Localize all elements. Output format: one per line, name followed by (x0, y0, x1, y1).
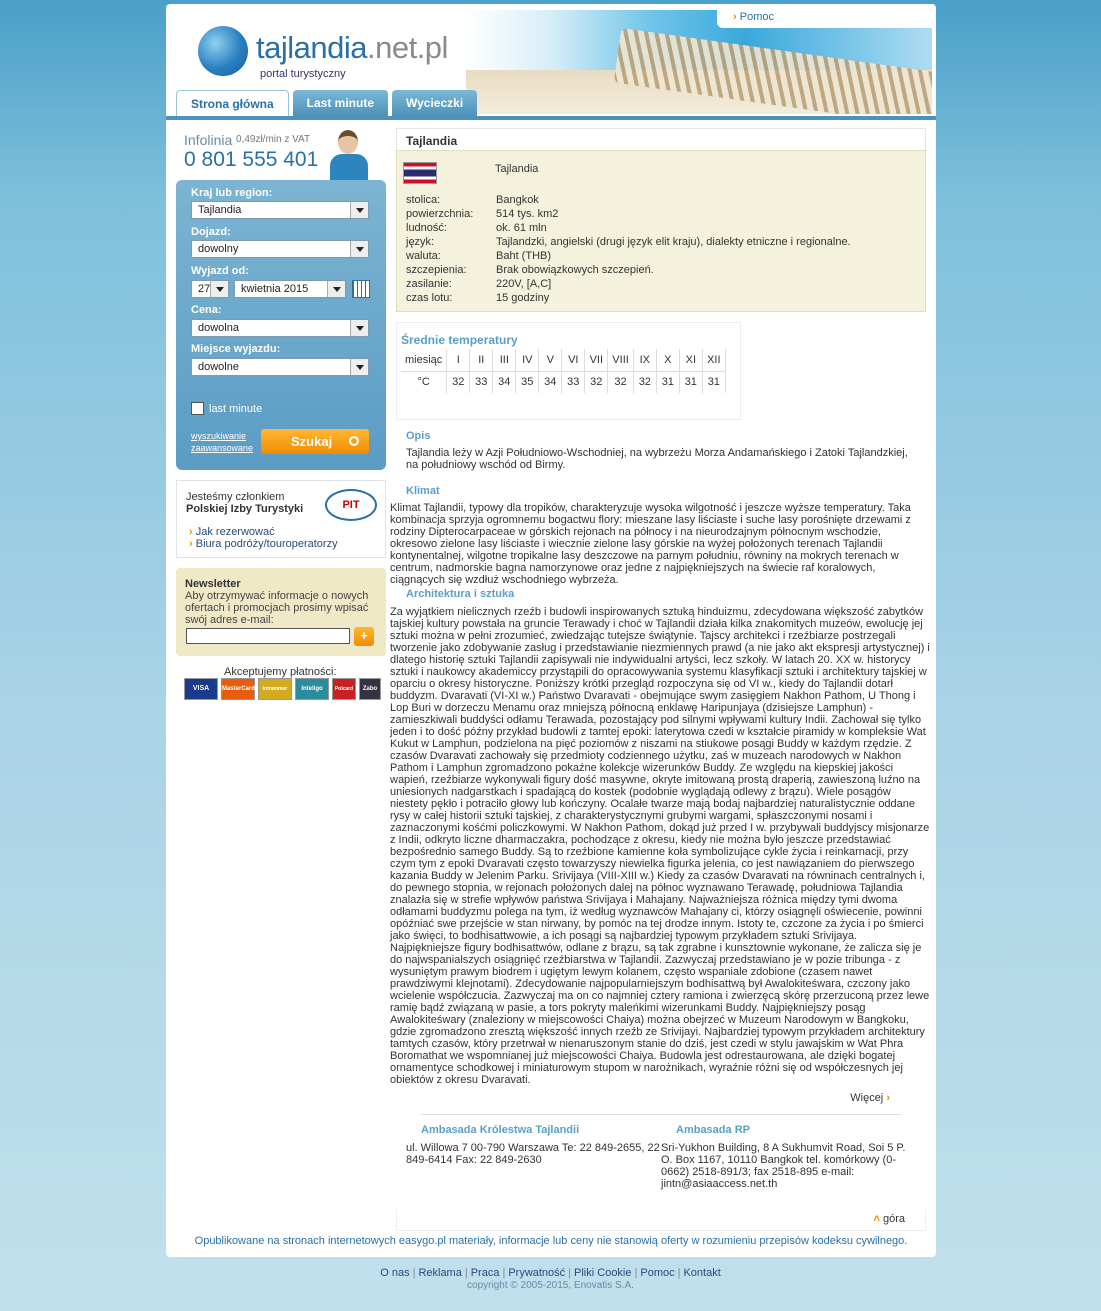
embassy-thailand-title: Ambasada Królestwa Tajlandii (421, 1124, 580, 1136)
membership-box (176, 480, 386, 558)
hotline-agent-image (328, 128, 372, 180)
day-value: 27 (198, 283, 211, 295)
table-cell: 31 (679, 371, 702, 393)
table-cell: 32 (585, 371, 608, 393)
table-cell: 31 (702, 371, 725, 393)
table-cell: VI (562, 349, 585, 371)
country-info-box (396, 150, 926, 312)
table-cell: 32 (608, 371, 634, 393)
fact-key: ludność: (406, 222, 447, 234)
footer-link-privacy[interactable]: Prywatność (508, 1267, 566, 1279)
fact-row (406, 249, 851, 263)
disclaimer: Opublikowane na stronach internetowych easygo.pl materiały, informacje lub ceny nie stanowią oferty w rozumieniu przepisów kodeksu cywilnego. (194, 1235, 908, 1247)
intrammer-logo: Intrammer (258, 678, 292, 700)
departure-label: Wyjazd od: (191, 265, 249, 277)
climate-text: Klimat Tajlandii, typowy dla tropików, charakteryzuje wysoka wilgotność i jeszcze wyższe temperatury. Taka kombinacja sprzyja ogromnemu bogactwu flory: mieszane lasy liściaste i suche lasy porośnięte drzewami z rodziny Dipterocarpaceae w górskich rejonach na północy i na nieurodzajnym północnym wschodzie, okresowo zielone lasy liściaste i wiecznie zielone lasy górskie na wyżej położonych terenach Tajlandii kontynentalnej, wilgotne tropikalne lasy deszczowe na parnym południu, równiny na mokrych terenach w centrum, nadmorskie bagna namorzynowe oraz jedne z najpiękniejszych na świecie raf koralowych, ciągnących się wzdłuż wschodniego wybrzeża. (390, 502, 911, 586)
payments-label: Akceptujemy płatności: (224, 666, 337, 678)
table-cell: III (493, 349, 516, 371)
chevron-down-icon (350, 202, 368, 218)
tab-trips[interactable]: Wycieczki (392, 90, 477, 116)
region-select[interactable] (191, 201, 369, 219)
more-link[interactable]: Więcej › (396, 1092, 890, 1104)
back-to-top-link[interactable]: ˄ góra (873, 1213, 905, 1225)
logo-suffix: .net.pl (366, 30, 448, 65)
last-minute-checkbox[interactable] (191, 402, 204, 415)
place-label: Miejsce wyjazdu: (191, 343, 281, 355)
month-select[interactable] (234, 280, 346, 298)
region-label: Kraj lub region: (191, 187, 273, 199)
polcard-logo: Polcard (332, 678, 356, 700)
table-cell: 32 (633, 371, 656, 393)
fact-value: 514 tys. km2 (496, 208, 559, 220)
price-label: Cena: (191, 304, 222, 316)
site-logo[interactable] (198, 26, 458, 86)
calendar-icon[interactable] (352, 280, 370, 298)
fact-row (406, 193, 851, 207)
fact-key: zasilanie: (406, 278, 452, 290)
description-text: Tajlandia leży w Azji Południowo-Wschodniej, na wybrzeżu Morza Andamańskiego i Zatoki Tajlandzkiej, na południowy wschód od Birmy. (406, 447, 908, 471)
main-tabs (176, 90, 477, 116)
travel-agencies-link[interactable]: › Biura podróży/touroperatorzy (189, 538, 338, 550)
copyright: copyright © 2005-2015, Enovatis S.A. (467, 1280, 634, 1291)
newsletter-submit-button[interactable]: + (354, 627, 374, 646)
divider (421, 1114, 901, 1115)
transport-value: dowolny (198, 243, 239, 255)
zabo-logo: Zabo (359, 678, 381, 700)
fact-row (406, 207, 851, 221)
table-cell: 33 (562, 371, 585, 393)
thailand-flag-icon (403, 162, 437, 184)
table-cell: IX (633, 349, 656, 371)
advanced-search-link[interactable]: wyszukiwanie zaawansowane (191, 431, 254, 453)
table-cell: 33 (470, 371, 493, 393)
table-cell: XII (702, 349, 725, 371)
country-name: Tajlandia (495, 163, 539, 175)
table-cell: 32 (447, 371, 470, 393)
newsletter-email-input[interactable] (186, 628, 350, 644)
fact-value: 15 godziny (496, 292, 550, 304)
description-title: Opis (406, 430, 431, 442)
transport-label: Dojazd: (191, 226, 231, 238)
embassy-poland-title: Ambasada RP (676, 1124, 750, 1136)
temperature-box (396, 322, 741, 420)
footer-link-help[interactable]: Pomoc (640, 1267, 675, 1279)
fact-key: szczepienia: (406, 264, 467, 276)
pit-logo[interactable]: PIT (325, 489, 377, 521)
fact-value: Brak obowiązkowych szczepień. (496, 264, 654, 276)
hotline-phone: 0 801 555 401 (184, 148, 319, 171)
fact-key: powierzchnia: (406, 208, 474, 220)
footer-link-contact[interactable]: Kontakt (683, 1267, 721, 1279)
footer-link-ads[interactable]: Reklama (418, 1267, 462, 1279)
place-value: dowolne (198, 361, 239, 373)
page-title: Tajlandia (396, 128, 926, 150)
footer-link-about[interactable]: O nas (380, 1267, 410, 1279)
table-cell: X (656, 349, 679, 371)
hotline-box (176, 128, 386, 180)
newsletter-title: Newsletter (185, 578, 241, 590)
table-cell: I (447, 349, 470, 371)
day-select[interactable] (191, 280, 229, 298)
chevron-down-icon (350, 359, 368, 375)
inteligo-logo: Inteligo (295, 678, 329, 700)
search-button[interactable] (261, 429, 369, 454)
newsletter-text: Aby otrzymywać informacje o nowych ofertach i promocjach prosimy wpisać swój adres e-mail: (185, 590, 369, 626)
table-cell: 35 (516, 371, 539, 393)
table-cell: miesiąc (401, 349, 447, 371)
page-container (166, 4, 936, 1257)
fact-row (406, 291, 851, 305)
table-row (401, 349, 725, 371)
hotline-price: 0,49zł/min z VAT (236, 134, 311, 145)
mastercard-logo: MasterCard (221, 678, 255, 700)
table-cell: IV (516, 349, 539, 371)
visa-logo: VISA (184, 678, 218, 700)
table-cell: 34 (493, 371, 516, 393)
chevron-down-icon (350, 241, 368, 257)
fact-key: stolica: (406, 194, 441, 206)
logo-main: tajlandia (256, 30, 367, 65)
search-icon (349, 436, 359, 446)
hotline-label: Infolinia (184, 132, 233, 148)
fact-row (406, 263, 851, 277)
table-cell: II (470, 349, 493, 371)
last-minute-label: last minute (209, 403, 263, 415)
embassy-thailand-text: ul. Willowa 7 00-790 Warszawa Te: 22 849-2655, 22 849-6414 Fax: 22 849-2630 (406, 1142, 660, 1166)
table-cell: V (539, 349, 562, 371)
transport-select[interactable] (191, 240, 369, 258)
header-divider (166, 116, 936, 120)
fact-value: Baht (THB) (496, 250, 552, 262)
fact-value: 220V, [A,C] (496, 278, 552, 290)
footer-link-cookies[interactable]: Pliki Cookie (574, 1267, 632, 1279)
table-cell: XI (679, 349, 702, 371)
payment-cards (184, 678, 381, 700)
region-value: Tajlandia (198, 204, 242, 216)
temperature-table (401, 349, 726, 393)
embassy-poland-text: Sri-Yukhon Building, 8 A Sukhumvit Road, Soi 5 P. O. Box 1167, 10110 Bangkok tel. komórkowy (0-0662) 2518-891/3; fax 2518-895 e-mail: jintn@asiaaccess.net.th (661, 1142, 906, 1190)
membership-line1: Jesteśmy członkiem (186, 491, 285, 503)
logo-text (256, 30, 448, 66)
table-cell: 34 (539, 371, 562, 393)
footer-link-jobs[interactable]: Praca (470, 1267, 500, 1279)
table-cell: VII (585, 349, 608, 371)
fact-key: waluta: (406, 250, 441, 262)
fact-row (406, 235, 851, 249)
footer-links: O nas | Reklama | Praca | Prywatność | Pliki Cookie | Pomoc | Kontakt (380, 1267, 721, 1279)
chevron-down-icon (350, 320, 368, 336)
search-button-label: Szukaj (291, 434, 333, 449)
fact-key: język: (406, 236, 435, 248)
newsletter-box (176, 568, 386, 656)
fact-value: Bangkok (496, 194, 539, 206)
fact-row (406, 277, 851, 291)
architecture-title: Architektura i sztuka (406, 588, 515, 600)
chevron-down-icon (210, 281, 228, 297)
temperature-title: Średnie temperatury (401, 333, 518, 347)
fact-row (406, 221, 851, 235)
country-facts (406, 193, 851, 305)
globe-icon (198, 26, 248, 76)
tab-home[interactable]: Strona główna (176, 90, 289, 116)
table-cell: 31 (656, 371, 679, 393)
sidebar (176, 128, 386, 710)
chevron-down-icon (327, 281, 345, 297)
embassies-box (396, 1108, 926, 1208)
logo-subtitle: portal turystyczny (260, 68, 346, 80)
how-to-book-link[interactable]: › Jak rezerwować (189, 526, 275, 538)
fact-value: Tajlandzki, angielski (drugi język elit kraju), dialekty etniczne i regionalne. (496, 236, 851, 248)
month-value: kwietnia 2015 (241, 283, 309, 295)
climate-title: Klimat (406, 485, 440, 497)
help-link[interactable]: › Pomoc (733, 11, 774, 23)
top-link-box (396, 1209, 926, 1231)
place-select[interactable] (191, 358, 369, 376)
table-cell: °C (401, 371, 447, 393)
table-row (401, 371, 725, 393)
price-select[interactable] (191, 319, 369, 337)
table-cell: VIII (608, 349, 634, 371)
payments-box (176, 666, 386, 710)
help-tab (717, 4, 932, 28)
tab-last-minute[interactable]: Last minute (293, 90, 388, 116)
price-value: dowolna (198, 322, 239, 334)
search-form (176, 180, 386, 470)
fact-value: ok. 61 mln (496, 222, 547, 234)
fact-key: czas lotu: (406, 292, 453, 304)
architecture-text: Za wyjątkiem nielicznych rzeźb i budowli inspirowanych sztuką hinduizmu, zdecydowana większość zabytków tajskiej kultury powstała na gruncie Terawady i choć w Tajlandii działa kilka znakomitych muzeów, ewolucję jej sztuki można w pełni zrozumieć, zwiedzając tutejsze świątynie. Tajscy architekci i rzeźbiarze postrzegali tworzenie jako zdobywanie zasług i przedstawianie niezmiennych prawd (a nie jako akt ekspresji artystycznej) i dlatego historię sztuki Tajlandii zapisywali nie indywidualni artyści, lecz szkoły. W latach 20. XX w. historycy sztuki i naukowcy akademiccy przystąpili do opracowywania systemu klasyfikacji sztuki i architektury tajskiej w oparciu o okresy historyczne. Poniższy krótki przegląd rozpoczyna się od VI w., kiedy do Tajlandii dotarł buddyzm. Dvaravati (VI-XI w.) Państwo Dvaravati - obejmujące swym zasięgiem Nakhon Pathom, U Thong i Lop Buri w dorzeczu Menamu oraz mniejszą północną enklawę Haripunjaya (dzisiejsze Lamphun) - zamieszkiwali buddyści odłamu Terawada, pozostający pod silnymi wpływami kultury Indii. Zachował się tylko jeden i to dość późny przykład budowli z tamtej epoki: laterytowa czedi w kształcie piramidy w kompleksie Wat Kukut w Lamphun, podzielona na pięć poziomów z niszami na stiukowe posągi Buddy w każdym rzędzie. Z czasów Dvaravati zachowały się przedmioty codziennego użytku, zaś w muzeach narodowych w Nakhon Pathom i Lamphun zgromadzono pokaźne kolekcje wizerunków Buddy. Ze względu na kiepskiej jakości wapień, rzeźbiarze wykonywali figury dość masywne, okryte imitowaną prostą draperią, zawieszoną luźno na uniesionych nadgarstkach i spadającą do kostek (podobnie wyglądają odlewy z brązu). Wiele posągów niestety pękło i potraciło głowy lub kończyny. Ocalałe twarze mają bodaj najbardziej naturalistycznie oddane rysy w całej historii sztuki tajskiej, z charakterystycznymi grubymi wargami, spłaszczonymi nosami i zaznaczonymi kośćmi policzkowymi. W Nakhon Pathom, dokąd już przed I w. przybywali buddyjscy misjonarze z Indii, odkryto liczne dharmaczakra, pochodzące z okresu, kiedy nie można było jeszcze przedstawiać bezpośrednio samego Buddy. Są to rzeźbione kamienne koła symbolizujące cykle życia i reinkarnacji, przy czym tym z epoki Dvaravati często towarzyszy niewielka figurka jelenia, co jest nawiązaniem do pierwszego kazania Buddy w Jelenim Parku. Srivijaya (VIII-XIII w.) Kiedy za czasów Dvaravati na równinach centralnych i, do pewnego stopnia, w rejonach położonych dalej na północ wyznawano Terawadę, południowa Tajlandia znalazła się w strefie wpływów państwa Srivijaya i Mahajany. Najważniejsza różnica między tymi dwoma odłamami buddyzmu polega na tym, iż według wyznawców Mahajany ci, którzy osiągnęli oświecenie, powinni opóźniać swe przejście w stan nirwany, by pomóc na tej drodze innym. Istoty te, czczone za życia i po śmierci jako święci, to bodhisattwowie, a ich posągi są najbardziej typowym przykładem sztuki Srivijaya. Najpiękniejsze figury bodhisattwów, odlane z brązu, są tak zgrabne i kunsztownie wykonane, że zalicza się je do najwspanialszych osiągnięć rzeźbiarstwa w Tajlandii. Zazwyczaj przedstawiano je w pozie tribunga - z wysuniętym prawym biodrem i ugiętym lewym kolanem, często wspaniale zdobione (czasem nawet prawdziwymi klejnotami). Zdecydowanie najpopularniejszym bodhisattwą był Awalokiteśwara, czczony jako wcielenie współczucia. Zazwyczaj ma on co najmniej cztery ramiona i zwierzęcą skórę przerzuconą przez lewe ramię bądź związaną w pasie, a tors pokryty maleńkimi wizerunkami Buddy. Najpiękniejszy posąg Awalokiteśwary (znaleziony w miejscowości Chaiya) można obejrzeć w Muzeum Narodowym w Bangkoku, gdzie zgromadzono zresztą większość innych rzeźb ze Srivijayi. Najbardziej typowym przykładem architektury tamtych czasów, który przetrwał w nienaruszonym stanie do dziś, jest czedi w stylu jawajskim w Wat Phra Boromathat we wspomnianej już miejscowości Chaiya. Budowla jest odrestaurowana, ale dzięki bogatej ornamentyce schodkowej i miniaturowym stupom w narożnikach, wyraźnie różni się od współczesnych jej obiektów z okresu Dvaravati. (390, 606, 930, 1086)
membership-line2: Polskiej Izby Turystyki (186, 503, 304, 515)
main-content (390, 128, 930, 1208)
